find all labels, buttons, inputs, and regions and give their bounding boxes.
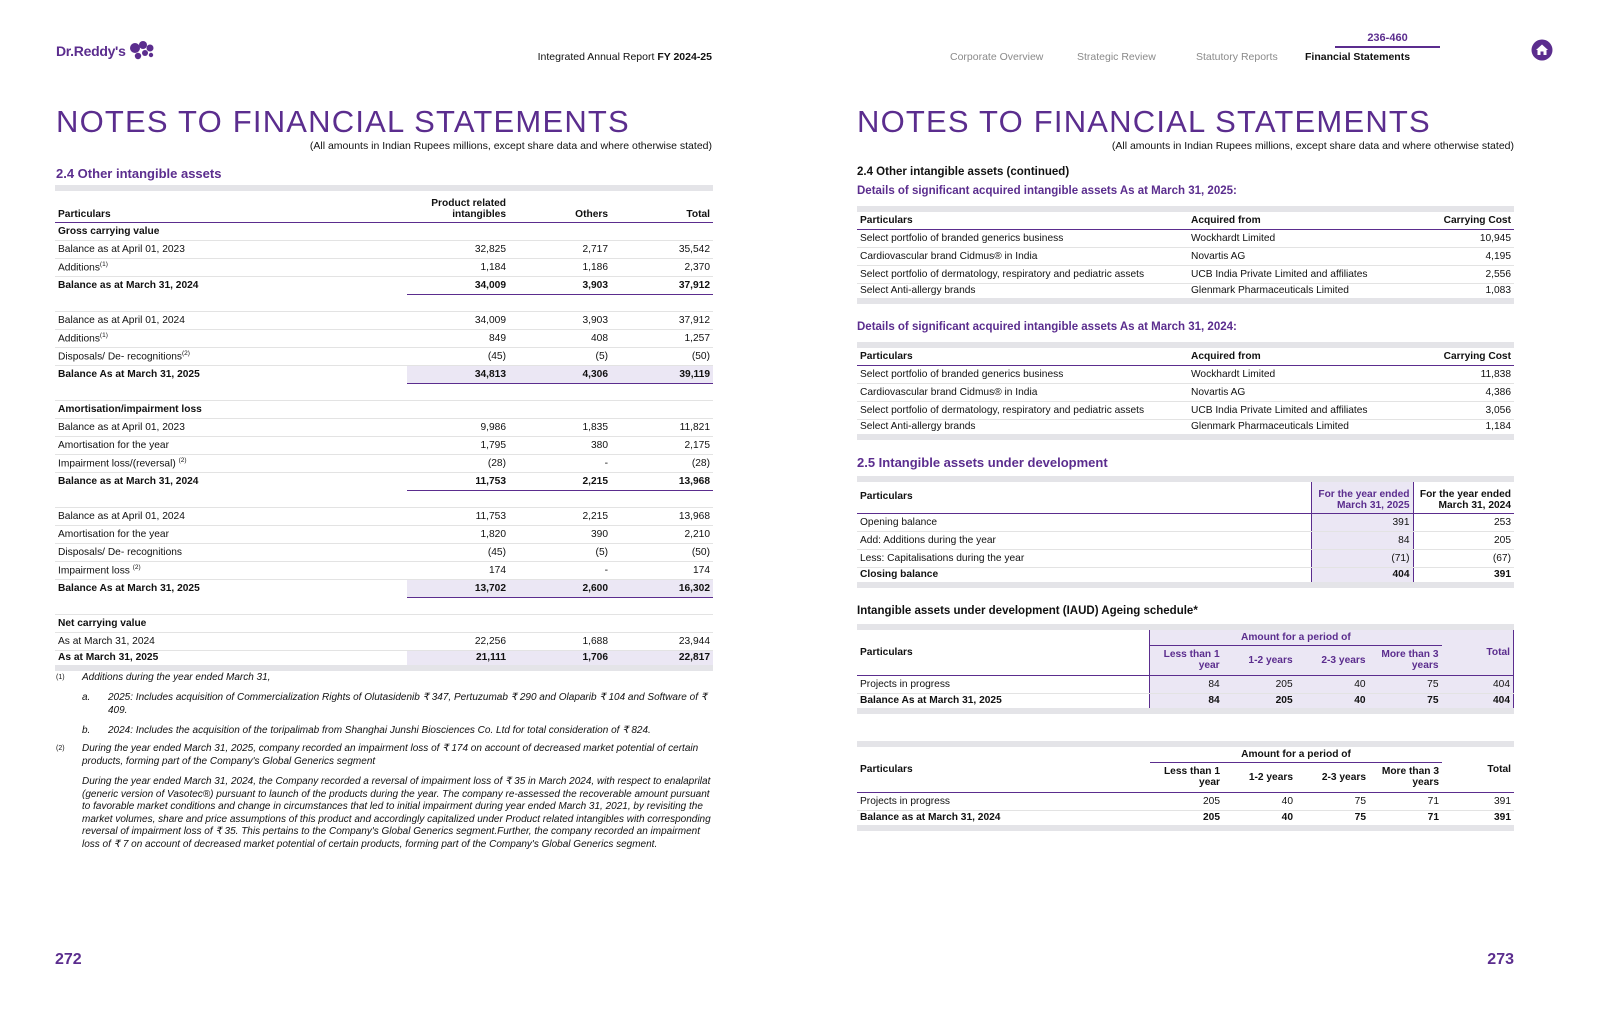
footnote-2: (2) During the year ended March 31, 2025, company recorded an impairment loss of ₹ 174 on account of decreased market potential of certain products, forming part of the Company's Global Generics segment <box>56 743 699 767</box>
total-row: Balance as at March 31, 2024 11,753 2,215 13,968 <box>55 472 713 490</box>
table-row: Less: Capitalisations during the year (71) (67) <box>857 549 1514 567</box>
table-row: Select portfolio of dermatology, respiratory and pediatric assets UCB India Private Limited and affiliates 2,556 <box>857 265 1514 283</box>
table-header: Particulars For the year ended March 31, 2025 For the year ended March 31, 2024 <box>857 479 1514 513</box>
footnote-ref: (2) <box>178 456 187 464</box>
spacer-row <box>55 597 713 614</box>
nav-page-range: 236-460 <box>1335 32 1440 48</box>
intangible-assets-table <box>55 185 713 671</box>
nav-strategic-review[interactable]: Strategic Review <box>1077 51 1156 63</box>
company-logo[interactable] <box>56 40 155 62</box>
total-row: As at March 31, 2025 21,111 1,706 22,817 <box>55 650 713 668</box>
logo-text: Dr.Reddy's <box>56 43 126 59</box>
total-row: Balance As at March 31, 2025 84 205 40 75 404 <box>857 693 1514 711</box>
footnote-ref: (1) <box>99 331 108 339</box>
amounts-note: (All amounts in Indian Rupees millions, except share data and where otherwise stated) <box>1111 140 1514 152</box>
table-row: Disposals/ De- recognitions (45) (5) (50) <box>55 543 713 561</box>
significant-assets-2024-table <box>857 342 1514 440</box>
table-row: Cardiovascular brand Cidmus® in India Novartis AG 4,386 <box>857 383 1514 401</box>
col-others: Others <box>509 188 611 222</box>
table-row: Balance as at April 01, 2023 32,825 2,717 35,542 <box>55 240 713 258</box>
footnote-ref: (1) <box>99 260 108 268</box>
table-row: Select Anti-allergy brands Glenmark Pharmaceuticals Limited 1,184 <box>857 419 1514 437</box>
table-row: Additions$^{(1)}$ 849 408 1,257 <box>55 329 713 347</box>
section-title: 2.4 Other intangible assets <box>56 166 222 181</box>
ageing-2025-table <box>857 624 1514 714</box>
significant-2024-title: Details of significant acquired intangible assets As at March 31, 2024: <box>857 321 1237 333</box>
table-row: Additions$^{(1)}$ 1,184 1,186 2,370 <box>55 258 713 276</box>
report-title <box>538 51 712 63</box>
page-title: NOTES TO FINANCIAL STATEMENTS <box>56 104 630 139</box>
footnote-ref: (2) <box>182 349 190 357</box>
total-row: Balance As at March 31, 2025 13,702 2,600 16,302 <box>55 579 713 597</box>
iaud-movement-table <box>857 476 1514 588</box>
table-row: Amortisation for the year 1,820 390 2,210 <box>55 525 713 543</box>
group-header: Particulars Amount for a period of Total <box>857 744 1514 762</box>
table-row: Select portfolio of branded generics business Wockhardt Limited 11,838 <box>857 365 1514 383</box>
table-row: Amortisation for the year 1,795 380 2,175 <box>55 436 713 454</box>
table-row: Select portfolio of dermatology, respiratory and pediatric assets UCB India Private Limited and affiliates 3,056 <box>857 401 1514 419</box>
spacer-row <box>55 490 713 507</box>
continued-title: 2.4 Other intangible assets (continued) <box>857 166 1070 178</box>
table-header: Particulars Acquired from Carrying Cost <box>857 345 1514 365</box>
col-particulars: Particulars <box>55 188 407 222</box>
table-row: Select portfolio of branded generics business Wockhardt Limited 10,945 <box>857 229 1514 247</box>
table-row: Opening balance 391 253 <box>857 513 1514 531</box>
group-label: Net carrying value <box>55 614 713 632</box>
ageing-2024-table <box>857 741 1514 831</box>
table-row: Balance as at April 01, 2023 9,986 1,835 11,821 <box>55 418 713 436</box>
footnote-1b: b. 2024: Includes the acquisition of the toripalimab from Shanghai Junshi Biosciences Co. Ltd for total consideration of ₹ 824. <box>82 725 651 736</box>
table-row: Select Anti-allergy brands Glenmark Pharmaceuticals Limited 1,083 <box>857 283 1514 301</box>
group-label: Gross carrying value <box>55 222 713 240</box>
table-header <box>55 188 713 222</box>
ageing-title: Intangible assets under development (IAUD) Ageing schedule* <box>857 605 1198 617</box>
significant-2025-title: Details of significant acquired intangible assets As at March 31, 2025: <box>857 185 1237 197</box>
home-icon[interactable] <box>1531 39 1553 61</box>
report-year: FY 2024-25 <box>657 51 712 63</box>
table-row: Projects in progress 205 40 75 71 391 <box>857 792 1514 810</box>
table-row: Impairment loss/(reversal) $^{(2)}$ (28) - (28) <box>55 454 713 472</box>
total-row: Balance as at March 31, 2024 34,009 3,903 37,912 <box>55 276 713 294</box>
total-row: Balance as at March 31, 2024 205 40 75 71 391 <box>857 810 1514 828</box>
spacer-row <box>55 294 713 311</box>
spacer-row <box>55 383 713 400</box>
page-number: 273 <box>1487 951 1514 968</box>
group-header: Particulars Amount for a period of Total <box>857 627 1514 645</box>
right-page <box>800 0 1600 1012</box>
table-header: Particulars Acquired from Carrying Cost <box>857 209 1514 229</box>
total-row: Closing balance 404 391 <box>857 567 1514 585</box>
significant-assets-2025-table <box>857 206 1514 304</box>
table-row: Balance as at April 01, 2024 34,009 3,903 37,912 <box>55 311 713 329</box>
total-row: Balance As at March 31, 2025 34,813 4,306 39,119 <box>55 365 713 383</box>
page-number: 272 <box>55 951 82 968</box>
table-row: Impairment loss $^{(2)}$ 174 - 174 <box>55 561 713 579</box>
table-row: Projects in progress 84 205 40 75 404 <box>857 675 1514 693</box>
page-title: NOTES TO FINANCIAL STATEMENTS <box>857 104 1431 139</box>
nav-statutory-reports[interactable]: Statutory Reports <box>1196 51 1278 63</box>
nav-financial-statements[interactable]: Financial Statements <box>1305 51 1411 63</box>
table-row: Cardiovascular brand Cidmus® in India Novartis AG 4,195 <box>857 247 1514 265</box>
col-total: Total <box>611 188 713 222</box>
table-row: Balance as at April 01, 2024 11,753 2,215 13,968 <box>55 507 713 525</box>
col-product: Product related intangibles <box>407 188 509 222</box>
report-prefix: Integrated Annual Report <box>537 51 655 63</box>
logo-mark-icon <box>129 40 155 62</box>
footnote-2b: During the year ended March 31, 2024, the Company recorded a reversal of impairment loss of ₹ 35 in March 2024, with respect to enalaprilat (generic version of Vasotec®) pursuant to launch of the products during the year. The company re-assessed the recoverable amount pursuant to favorable market conditions and change in circumstances that led to initial impairment during year ended March 31, 2021, by revisiting the market volumes, share and price assumptions of this product and accordingly capitalized under Product related intangibles with corresponding reversal of impairment loss of ₹ 35. This pertains to the Company's Global Generics segment.Further, the company recorded an impairment loss of ₹ 7 on account of decreased market potential of certain products, forming part of the Company's Global Generics segment. <box>82 776 711 850</box>
nav-corporate-overview[interactable]: Corporate Overview <box>950 51 1044 63</box>
footnote-ref: (2) <box>132 563 141 571</box>
amounts-note: (All amounts in Indian Rupees millions, except share data and where otherwise stated) <box>309 140 712 152</box>
table-row: As at March 31, 2024 22,256 1,688 23,944 <box>55 632 713 650</box>
footnote-1a: a. 2025: Includes acquisition of Commercialization Rights of Olutasidenib ₹ 347, Pertuzumab ₹ 290 and Olaparib ₹ 104 and Software of ₹ 409. <box>82 692 708 716</box>
table-header: Less than 1 year 1-2 years 2-3 years More than 3 years <box>857 645 1514 675</box>
table-header: Less than 1 year 1-2 years 2-3 years More than 3 years <box>857 762 1514 792</box>
iaud-section-title: 2.5 Intangible assets under development <box>857 455 1108 470</box>
table-row: Disposals/ De- recognitions$^{(2)}$ (45) (5) (50) <box>55 347 713 365</box>
footnote-1: (1) Additions during the year ended March 31, <box>56 672 271 683</box>
group-label: Amortisation/impairment loss <box>55 400 713 418</box>
table-row: Add: Additions during the year 84 205 <box>857 531 1514 549</box>
